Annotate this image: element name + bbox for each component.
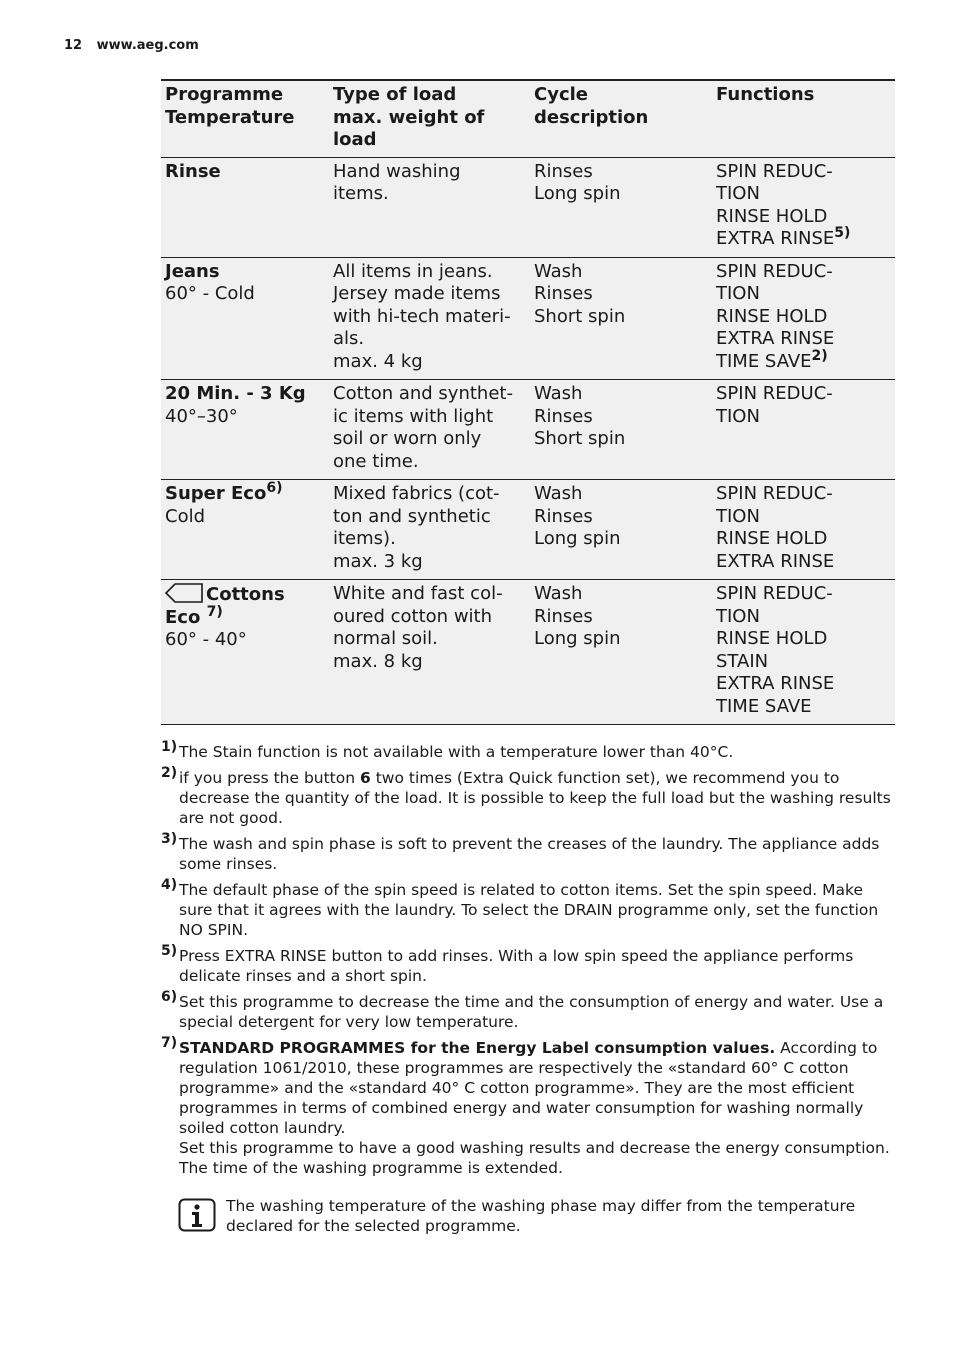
load-line: normal soil. xyxy=(333,628,438,649)
column-header-line: Type of load xyxy=(333,84,457,105)
function-name: SPIN REDUC- xyxy=(716,583,833,604)
function-name: TION xyxy=(716,183,760,204)
page-header xyxy=(64,38,199,53)
function-name: RINSE HOLD xyxy=(716,305,828,327)
load-line: max. 8 kg xyxy=(333,650,423,672)
function-name: RINSE HOLD xyxy=(716,528,828,549)
cycle-line: Long spin xyxy=(534,628,621,649)
table-body xyxy=(161,157,895,725)
function-name: TION xyxy=(716,605,760,627)
cycle-cell xyxy=(530,480,712,580)
load-line: oured cotton with xyxy=(333,605,493,627)
function-name: SPIN REDUC- xyxy=(716,160,833,182)
function-name: TIME SAVE xyxy=(716,695,812,717)
cycle-line: Long spin xyxy=(534,528,621,549)
footnote-number: 1) xyxy=(161,739,178,755)
programme-name: Super Eco xyxy=(165,483,267,504)
cycle-cell xyxy=(530,157,712,257)
programme-name: Cottons xyxy=(206,584,285,605)
cycle-line: Short spin xyxy=(534,428,626,449)
footnote xyxy=(161,989,895,1032)
footnote-text xyxy=(179,742,895,762)
footnote xyxy=(161,831,895,874)
programme-cell xyxy=(161,580,329,725)
footnote-text-part: if you press the button xyxy=(179,769,360,787)
load-line: one time. xyxy=(333,450,419,472)
programme-name-line xyxy=(165,480,325,506)
table-row xyxy=(161,157,895,257)
cycle-line: Wash xyxy=(534,483,583,504)
footnote xyxy=(161,943,895,986)
info-icon xyxy=(178,1198,216,1232)
function-name: EXTRA RINSE xyxy=(716,550,835,572)
function-name: STAIN xyxy=(716,650,769,672)
column-header-line: Programme xyxy=(165,84,284,105)
function-name: EXTRA RINSE xyxy=(716,673,835,694)
footnote xyxy=(161,1035,895,1178)
footnote-ref: 7) xyxy=(206,603,223,620)
footnote-text-part: The wash and spin phase is soft to prevent the creases of the laundry. The appliance adds some rinses. xyxy=(179,835,880,873)
footnote-number: 5) xyxy=(161,943,178,959)
function-line xyxy=(716,183,891,206)
cycle-line: Wash xyxy=(534,583,583,604)
table-row xyxy=(161,480,895,580)
footnote xyxy=(161,739,895,762)
programme-cell xyxy=(161,480,329,580)
footnote-text-part: two times (Extra Quick function set), we recommend you to decrease the quantity of the load. It is possible to keep the full load but the washing results are not good. xyxy=(179,769,891,827)
load-line: Hand washing xyxy=(333,160,461,182)
cycle-line: Rinses xyxy=(534,283,593,304)
load-line: White and fast col- xyxy=(333,583,503,604)
load-cell xyxy=(329,257,530,380)
function-line xyxy=(716,528,891,551)
function-name: EXTRA RINSE xyxy=(716,328,835,349)
load-cell xyxy=(329,157,530,257)
footnote-number: 7) xyxy=(161,1035,178,1051)
load-line: Mixed fabrics (cot- xyxy=(333,483,500,504)
footnote-text-part: Press EXTRA RINSE button to add rinses. With a low spin speed the appliance performs delicate rinses and a short spin. xyxy=(179,947,854,985)
cycle-line: Wash xyxy=(534,383,583,404)
functions-cell xyxy=(712,480,895,580)
load-line: max. 3 kg xyxy=(333,550,423,572)
function-line xyxy=(716,306,891,329)
cycle-line: Short spin xyxy=(534,305,626,327)
function-line xyxy=(716,606,891,629)
footnote-number: 3) xyxy=(161,831,178,847)
load-line: items. xyxy=(333,183,389,204)
programme-name-line xyxy=(165,383,325,406)
function-name: TIME SAVE xyxy=(716,350,812,372)
footnote-extra: Set this programme to have a good washing results and decrease the energy consumption. The time of the washing programme is extended. xyxy=(179,1139,890,1177)
function-name: TION xyxy=(716,505,760,527)
programme-name-line xyxy=(165,161,325,184)
programme-table xyxy=(161,79,895,725)
footnote-number: 6) xyxy=(161,989,178,1005)
footnote-text-part: The Stain function is not available with a temperature lower than 40°C. xyxy=(179,743,734,761)
footnote-text xyxy=(179,992,895,1032)
footnote-ref: 5) xyxy=(834,225,851,241)
footnote-text-part: Set this programme to decrease the time and the consumption of energy and water. Use a special detergent for very low temperature. xyxy=(179,993,884,1031)
column-header xyxy=(329,80,530,157)
function-line xyxy=(716,551,891,574)
footnote xyxy=(161,765,895,828)
function-name: TION xyxy=(716,405,760,427)
programme-name: Rinse xyxy=(165,160,221,182)
function-name: SPIN REDUC- xyxy=(716,383,833,404)
programme-temperature: 40°–30° xyxy=(165,405,238,427)
column-header-line: max. weight of xyxy=(333,106,485,128)
column-header xyxy=(712,80,895,157)
function-line xyxy=(716,383,891,406)
function-line xyxy=(716,628,891,651)
column-header-line: load xyxy=(333,129,377,150)
load-line: max. 4 kg xyxy=(333,350,423,372)
cycle-line: Rinses xyxy=(534,605,593,627)
programme-name: 20 Min. - 3 Kg xyxy=(165,383,306,404)
function-line xyxy=(716,261,891,284)
footnote-text-part: According to regulation 1061/2010, these programmes are respectively the «standard 60° C cotton programme» and the «standard 40° C cotton programme». They are the most efficient programmes in terms of combined energy and water consumption for washing normally soiled cotton laundry. xyxy=(179,1039,878,1137)
programme-name-cont: Eco xyxy=(165,606,201,628)
functions-cell xyxy=(712,580,895,725)
footnote-bold: 6 xyxy=(360,769,371,787)
table-row xyxy=(161,580,895,725)
column-header xyxy=(161,80,329,157)
info-text: The washing temperature of the washing phase may differ from the temperature declared for the selected programme. xyxy=(226,1197,856,1235)
footnotes xyxy=(161,739,895,1184)
functions-cell xyxy=(712,157,895,257)
footnote-text xyxy=(179,768,895,828)
function-line xyxy=(716,406,891,429)
load-cell xyxy=(329,480,530,580)
function-line xyxy=(716,506,891,529)
functions-cell xyxy=(712,257,895,380)
function-line xyxy=(716,347,891,374)
cycle-line: Long spin xyxy=(534,183,621,204)
programme-cell xyxy=(161,157,329,257)
function-line xyxy=(716,483,891,506)
function-line xyxy=(716,225,891,251)
load-line: All items in jeans. xyxy=(333,260,493,282)
function-name: RINSE HOLD xyxy=(716,205,828,227)
programme-cell xyxy=(161,257,329,380)
load-line: ton and synthetic xyxy=(333,505,491,527)
load-line: Jersey made items xyxy=(333,283,501,304)
site-url: www.aeg.com xyxy=(96,38,199,53)
cycle-line: Rinses xyxy=(534,160,593,182)
page-number: 12 xyxy=(64,38,83,53)
load-line: ic items with light xyxy=(333,405,494,427)
footnote-number: 4) xyxy=(161,877,178,893)
table-row xyxy=(161,257,895,380)
function-line xyxy=(716,651,891,674)
programme-temperature: 60° - 40° xyxy=(165,629,247,650)
footnote-number: 2) xyxy=(161,765,178,781)
programme-name-line xyxy=(165,603,325,630)
column-header-line: Temperature xyxy=(165,106,295,128)
programme-temperature: Cold xyxy=(165,505,206,527)
cycle-line: Rinses xyxy=(534,505,593,527)
cottons-eco-symbol-icon xyxy=(165,583,203,603)
footnote-ref: 2) xyxy=(811,347,828,364)
cycle-line: Wash xyxy=(534,260,583,282)
function-line xyxy=(716,696,891,719)
load-line: with hi-tech materi- xyxy=(333,305,511,327)
cycle-cell xyxy=(530,580,712,725)
function-name: SPIN REDUC- xyxy=(716,483,833,504)
functions-cell xyxy=(712,380,895,480)
function-line xyxy=(716,161,891,184)
function-line xyxy=(716,283,891,306)
table-row xyxy=(161,380,895,480)
function-line xyxy=(716,206,891,229)
load-line: als. xyxy=(333,328,365,349)
footnote-ref: 6) xyxy=(266,480,283,496)
cycle-line: Rinses xyxy=(534,405,593,427)
load-line: Cotton and synthet- xyxy=(333,383,513,404)
column-header-line: Functions xyxy=(716,84,815,105)
programme-name-line xyxy=(165,261,325,284)
function-name: RINSE HOLD xyxy=(716,628,828,649)
footnote-text xyxy=(179,880,895,940)
function-line xyxy=(716,328,891,351)
info-note xyxy=(178,1196,898,1236)
function-name: EXTRA RINSE xyxy=(716,228,835,249)
programme-name: Jeans xyxy=(165,260,220,282)
footnote-text xyxy=(179,1038,895,1178)
cycle-cell xyxy=(530,380,712,480)
load-line: items). xyxy=(333,528,396,549)
function-line xyxy=(716,673,891,696)
function-name: SPIN REDUC- xyxy=(716,260,833,282)
load-line: soil or worn only xyxy=(333,428,482,449)
footnote-text xyxy=(179,834,895,874)
function-name: TION xyxy=(716,283,760,304)
programme-temperature: 60° - Cold xyxy=(165,283,255,304)
table-header-row xyxy=(161,80,895,157)
load-cell xyxy=(329,380,530,480)
footnote xyxy=(161,877,895,940)
load-cell xyxy=(329,580,530,725)
column-header-line: Cycle description xyxy=(534,84,649,128)
footnote-text-part: The default phase of the spin speed is related to cotton items. Set the spin speed. Make sure that it agrees with the laundry. To select the DRAIN programme only, set the function NO SPIN. xyxy=(179,881,879,939)
function-line xyxy=(716,583,891,606)
column-header xyxy=(530,80,712,157)
footnote-bold: STANDARD PROGRAMMES for the Energy Label consumption values. xyxy=(179,1039,776,1057)
programme-cell xyxy=(161,380,329,480)
footnote-text xyxy=(179,946,895,986)
cycle-cell xyxy=(530,257,712,380)
programme-name-line xyxy=(165,583,325,607)
